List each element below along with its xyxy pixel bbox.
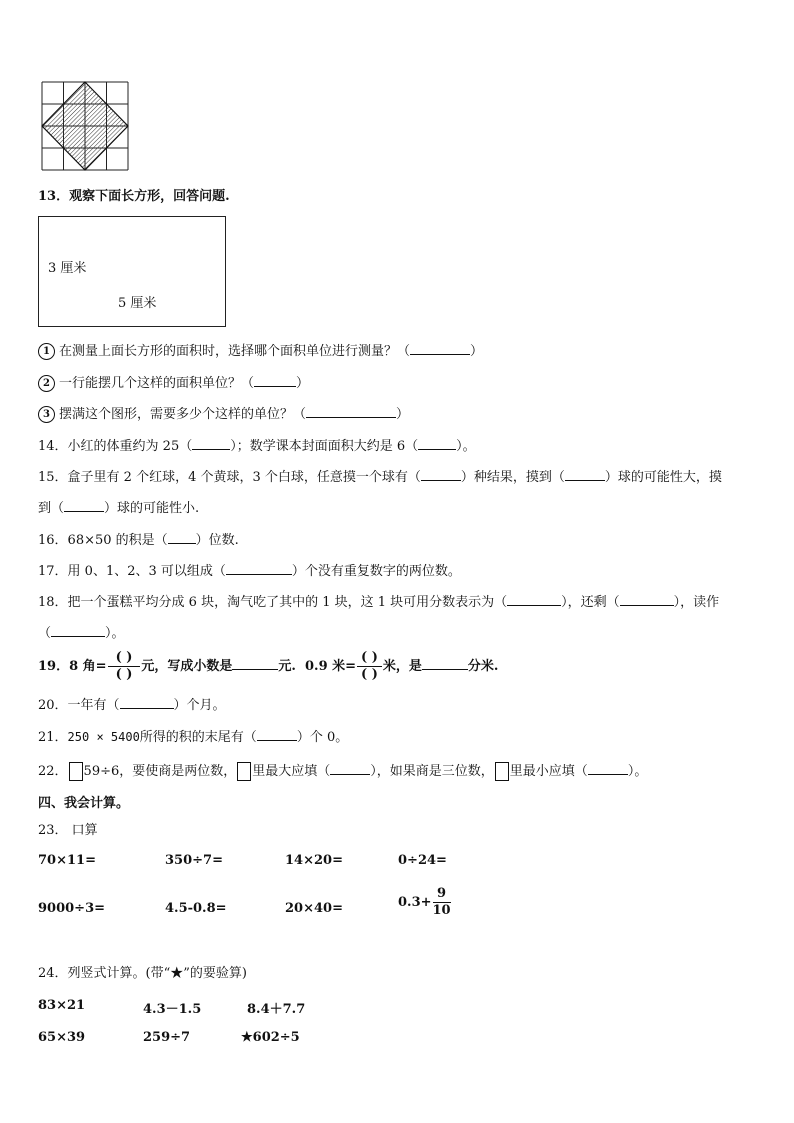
q20: 20．一年有（ ）个月。 (38, 698, 226, 713)
circled-number-2: 2 (38, 375, 55, 392)
q17: 17．用 0、1、2、3 可以组成（ ）个没有重复数字的两位数。 (38, 564, 461, 579)
q18-blank-1[interactable] (507, 593, 561, 606)
circled-number-1: 1 (38, 343, 55, 360)
q15-line2: 到（ ）球的可能性小. (38, 501, 200, 516)
q24-item: 259÷7 (143, 1030, 191, 1045)
q23-item: 20×40= (285, 901, 343, 916)
q13-sub2: 2 一行能摆几个这样的面积单位？（ ） (38, 374, 309, 393)
q15-blank-1[interactable] (421, 468, 461, 481)
q21-expression: 250 × 5400 (67, 730, 140, 744)
q22: 22． 59÷6，要使商是两位数， 里最大应填（ ），如果商是三位数， 里最小应填（ ）。 (38, 764, 648, 779)
q13-title: 13．观察下面长方形，回答问题. (38, 189, 230, 204)
circled-number-3: 3 (38, 406, 55, 423)
q13-sub1: 1 在测量上面长方形的面积时，选择哪个面积单位进行测量？（ ） (38, 342, 483, 361)
q14: 14．小红的体重约为 25（ ）；数学课本封面面积大约是 6（ ）。 (38, 439, 476, 454)
q17-blank[interactable] (226, 562, 292, 575)
q23-item: 9000÷3= (38, 901, 106, 916)
q18-blank-2[interactable] (620, 593, 674, 606)
q14-blank-2[interactable] (418, 437, 456, 450)
section-4-heading: 四、我会计算。 (38, 796, 130, 811)
q19-fraction-2[interactable]: ( ) ( ) (357, 650, 382, 683)
q15-line1: 15．盒子里有 2 个红球，4 个黄球，3 个白球，任意摸一个球有（ ）种结果，摸到（ ）球的可能性大，摸 (38, 470, 722, 485)
q21-blank[interactable] (257, 728, 297, 741)
q15-blank-2[interactable] (565, 468, 605, 481)
q13-sub1-blank[interactable] (410, 342, 470, 355)
q23-item: 14×20= (285, 853, 343, 868)
q20-blank[interactable] (120, 696, 174, 709)
q18-line1: 18．把一个蛋糕平均分成 6 块，淘气吃了其中的 1 块，这 1 块可用分数表示为（ ），还剩（ ），读作 (38, 595, 720, 610)
q19-fraction-1[interactable]: ( ) ( ) (108, 650, 141, 683)
q24-item: 83×21 (38, 998, 86, 1013)
q24-title: 24．列竖式计算。(带“★”的要验算) (38, 966, 247, 981)
grid-diamond-figure (41, 81, 129, 171)
q13-length-label: 5 厘米 (118, 296, 157, 311)
q23-item: 0÷24= (398, 853, 447, 868)
q23-item: 350÷7= (165, 853, 223, 868)
q19-blank-2[interactable] (422, 657, 468, 670)
q13-sub2-blank[interactable] (254, 374, 296, 387)
q22-blank-1[interactable] (330, 762, 370, 775)
q23-item: 70×11= (38, 853, 96, 868)
empty-box-icon (237, 762, 251, 781)
q19: 19．8 角= ( ) ( ) 元，写成小数是 元. 0.9 米= ( ) ( ) 米，是 分米. (38, 650, 499, 682)
q22-blank-2[interactable] (588, 762, 628, 775)
q19-blank-1[interactable] (232, 657, 278, 670)
q23-item: 4.5-0.8= (165, 901, 227, 916)
q23-title: 23． 口算 (38, 823, 98, 838)
q23-item-fraction: 0.3+ $\frac{9}{10}$ (398, 886, 451, 918)
q21: 21．250 × 5400所得的积的末尾有（ ）个 0。 (38, 730, 349, 745)
q13-width-label: 3 厘米 (48, 261, 87, 276)
q18-blank-3[interactable] (51, 624, 105, 637)
q24-item: 4.3－1.5 (143, 1002, 202, 1017)
q13-sub3: 3 摆满这个图形，需要多少个这样的单位？（ ） (38, 405, 409, 424)
q16-blank[interactable] (168, 531, 196, 544)
q24-item: 8.4＋7.7 (247, 1002, 306, 1017)
empty-box-icon (495, 762, 509, 781)
q13-rectangle (38, 216, 226, 327)
q18-line2: （ ）。 (38, 626, 125, 641)
q16: 16．68×50 的积是（ ）位数. (38, 533, 239, 548)
q15-blank-3[interactable] (64, 499, 104, 512)
shaded-square (42, 82, 128, 170)
q14-blank-1[interactable] (192, 437, 230, 450)
q24-item: 65×39 (38, 1030, 86, 1045)
q13-sub3-blank[interactable] (306, 405, 396, 418)
empty-box-icon (69, 762, 83, 781)
q24-item: ★602÷5 (241, 1030, 300, 1045)
